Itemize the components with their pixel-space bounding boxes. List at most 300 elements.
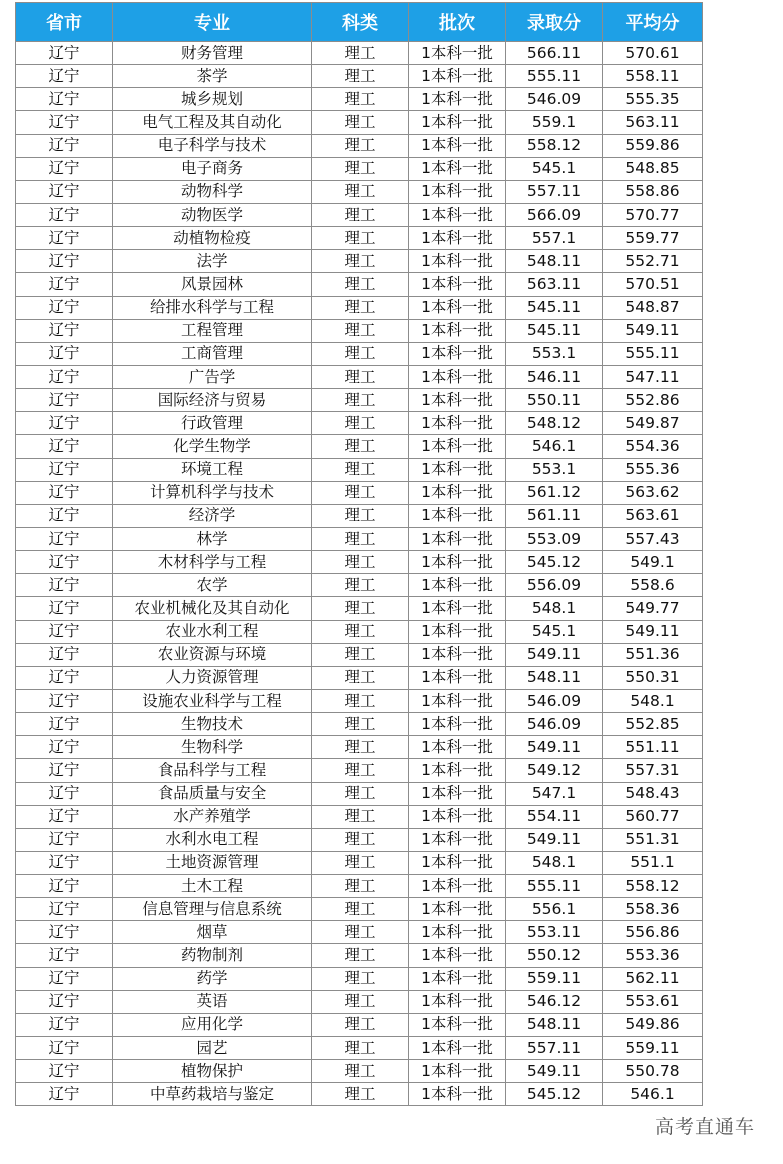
cell-province: 辽宁 — [16, 805, 113, 828]
cell-province: 辽宁 — [16, 990, 113, 1013]
cell-admission-score: 548.11 — [506, 250, 603, 273]
cell-category: 理工 — [312, 1013, 409, 1036]
cell-batch: 1本科一批 — [409, 65, 506, 88]
cell-average-score: 546.1 — [603, 1083, 703, 1106]
cell-category: 理工 — [312, 273, 409, 296]
cell-admission-score: 546.09 — [506, 88, 603, 111]
cell-major: 工商管理 — [113, 342, 312, 365]
table-row — [16, 273, 703, 296]
cell-admission-score: 546.11 — [506, 365, 603, 388]
table-row — [16, 643, 703, 666]
cell-province: 辽宁 — [16, 273, 113, 296]
cell-major: 电子科学与技术 — [113, 134, 312, 157]
cell-average-score: 547.11 — [603, 365, 703, 388]
cell-category: 理工 — [312, 227, 409, 250]
cell-category: 理工 — [312, 620, 409, 643]
cell-average-score: 552.85 — [603, 713, 703, 736]
cell-province: 辽宁 — [16, 365, 113, 388]
cell-average-score: 551.11 — [603, 736, 703, 759]
cell-category: 理工 — [312, 990, 409, 1013]
cell-major: 土木工程 — [113, 875, 312, 898]
cell-province: 辽宁 — [16, 527, 113, 550]
cell-admission-score: 553.1 — [506, 342, 603, 365]
cell-major: 法学 — [113, 250, 312, 273]
cell-major: 国际经济与贸易 — [113, 389, 312, 412]
table-row — [16, 805, 703, 828]
cell-major: 环境工程 — [113, 458, 312, 481]
cell-major: 生物科学 — [113, 736, 312, 759]
cell-category: 理工 — [312, 111, 409, 134]
table-row — [16, 1037, 703, 1060]
cell-major: 动物科学 — [113, 180, 312, 203]
cell-category: 理工 — [312, 42, 409, 65]
cell-admission-score: 548.1 — [506, 851, 603, 874]
cell-average-score: 556.86 — [603, 921, 703, 944]
cell-category: 理工 — [312, 736, 409, 759]
cell-category: 理工 — [312, 1037, 409, 1060]
cell-average-score: 549.77 — [603, 597, 703, 620]
table-row — [16, 1013, 703, 1036]
cell-major: 农业资源与环境 — [113, 643, 312, 666]
cell-admission-score: 545.1 — [506, 620, 603, 643]
cell-category: 理工 — [312, 828, 409, 851]
cell-major: 广告学 — [113, 365, 312, 388]
table-row — [16, 851, 703, 874]
cell-batch: 1本科一批 — [409, 435, 506, 458]
cell-batch: 1本科一批 — [409, 88, 506, 111]
cell-category: 理工 — [312, 713, 409, 736]
cell-average-score: 559.77 — [603, 227, 703, 250]
table-body — [16, 42, 703, 1106]
table-row — [16, 921, 703, 944]
table-row — [16, 180, 703, 203]
cell-major: 木材科学与工程 — [113, 551, 312, 574]
cell-batch: 1本科一批 — [409, 527, 506, 550]
table-row — [16, 736, 703, 759]
cell-batch: 1本科一批 — [409, 412, 506, 435]
cell-category: 理工 — [312, 782, 409, 805]
table-row — [16, 250, 703, 273]
cell-average-score: 562.11 — [603, 967, 703, 990]
cell-admission-score: 545.12 — [506, 1083, 603, 1106]
table-header-row — [16, 3, 703, 42]
cell-category: 理工 — [312, 481, 409, 504]
cell-average-score: 555.36 — [603, 458, 703, 481]
cell-province: 辽宁 — [16, 435, 113, 458]
cell-province: 辽宁 — [16, 157, 113, 180]
cell-province: 辽宁 — [16, 921, 113, 944]
cell-batch: 1本科一批 — [409, 851, 506, 874]
cell-average-score: 558.86 — [603, 180, 703, 203]
cell-admission-score: 549.11 — [506, 1060, 603, 1083]
cell-batch: 1本科一批 — [409, 504, 506, 527]
cell-province: 辽宁 — [16, 689, 113, 712]
cell-average-score: 551.1 — [603, 851, 703, 874]
cell-batch: 1本科一批 — [409, 967, 506, 990]
table-row — [16, 296, 703, 319]
cell-admission-score: 550.12 — [506, 944, 603, 967]
cell-average-score: 560.77 — [603, 805, 703, 828]
cell-province: 辽宁 — [16, 227, 113, 250]
table-row — [16, 782, 703, 805]
cell-batch: 1本科一批 — [409, 458, 506, 481]
cell-province: 辽宁 — [16, 574, 113, 597]
cell-batch: 1本科一批 — [409, 713, 506, 736]
cell-category: 理工 — [312, 689, 409, 712]
cell-admission-score: 556.1 — [506, 898, 603, 921]
cell-admission-score: 553.11 — [506, 921, 603, 944]
table-row — [16, 42, 703, 65]
cell-province: 辽宁 — [16, 713, 113, 736]
cell-major: 信息管理与信息系统 — [113, 898, 312, 921]
cell-batch: 1本科一批 — [409, 481, 506, 504]
cell-batch: 1本科一批 — [409, 551, 506, 574]
cell-admission-score: 554.11 — [506, 805, 603, 828]
cell-major: 经济学 — [113, 504, 312, 527]
cell-major: 水利水电工程 — [113, 828, 312, 851]
cell-average-score: 555.11 — [603, 342, 703, 365]
cell-batch: 1本科一批 — [409, 828, 506, 851]
cell-category: 理工 — [312, 296, 409, 319]
cell-batch: 1本科一批 — [409, 944, 506, 967]
cell-admission-score: 546.09 — [506, 713, 603, 736]
cell-major: 动植物检疫 — [113, 227, 312, 250]
cell-province: 辽宁 — [16, 111, 113, 134]
cell-average-score: 548.43 — [603, 782, 703, 805]
cell-batch: 1本科一批 — [409, 273, 506, 296]
cell-province: 辽宁 — [16, 967, 113, 990]
cell-category: 理工 — [312, 157, 409, 180]
table-row — [16, 203, 703, 226]
table-row — [16, 88, 703, 111]
header-province: 省市 — [16, 3, 113, 42]
cell-category: 理工 — [312, 643, 409, 666]
cell-major: 设施农业科学与工程 — [113, 689, 312, 712]
cell-batch: 1本科一批 — [409, 296, 506, 319]
cell-batch: 1本科一批 — [409, 666, 506, 689]
cell-major: 计算机科学与技术 — [113, 481, 312, 504]
cell-admission-score: 548.12 — [506, 412, 603, 435]
cell-batch: 1本科一批 — [409, 875, 506, 898]
cell-major: 农学 — [113, 574, 312, 597]
cell-average-score: 563.62 — [603, 481, 703, 504]
table-row — [16, 1083, 703, 1106]
cell-admission-score: 548.11 — [506, 1013, 603, 1036]
cell-major: 化学生物学 — [113, 435, 312, 458]
table-row — [16, 713, 703, 736]
cell-admission-score: 545.11 — [506, 296, 603, 319]
cell-batch: 1本科一批 — [409, 180, 506, 203]
cell-major: 风景园林 — [113, 273, 312, 296]
cell-major: 英语 — [113, 990, 312, 1013]
cell-province: 辽宁 — [16, 389, 113, 412]
table-row — [16, 389, 703, 412]
table-row — [16, 111, 703, 134]
cell-province: 辽宁 — [16, 203, 113, 226]
cell-batch: 1本科一批 — [409, 574, 506, 597]
cell-province: 辽宁 — [16, 782, 113, 805]
cell-province: 辽宁 — [16, 1083, 113, 1106]
cell-major: 电气工程及其自动化 — [113, 111, 312, 134]
cell-admission-score: 566.11 — [506, 42, 603, 65]
cell-average-score: 550.78 — [603, 1060, 703, 1083]
cell-batch: 1本科一批 — [409, 111, 506, 134]
cell-major: 烟草 — [113, 921, 312, 944]
cell-average-score: 551.36 — [603, 643, 703, 666]
cell-average-score: 549.11 — [603, 620, 703, 643]
cell-admission-score: 558.12 — [506, 134, 603, 157]
table-row — [16, 319, 703, 342]
cell-category: 理工 — [312, 551, 409, 574]
cell-average-score: 553.36 — [603, 944, 703, 967]
cell-major: 财务管理 — [113, 42, 312, 65]
cell-category: 理工 — [312, 458, 409, 481]
table-row — [16, 990, 703, 1013]
cell-average-score: 570.61 — [603, 42, 703, 65]
cell-batch: 1本科一批 — [409, 1083, 506, 1106]
cell-average-score: 555.35 — [603, 88, 703, 111]
cell-category: 理工 — [312, 250, 409, 273]
cell-average-score: 548.85 — [603, 157, 703, 180]
table-row — [16, 967, 703, 990]
cell-province: 辽宁 — [16, 620, 113, 643]
cell-batch: 1本科一批 — [409, 134, 506, 157]
cell-category: 理工 — [312, 921, 409, 944]
cell-category: 理工 — [312, 666, 409, 689]
cell-category: 理工 — [312, 435, 409, 458]
cell-average-score: 558.12 — [603, 875, 703, 898]
cell-batch: 1本科一批 — [409, 689, 506, 712]
table-row — [16, 898, 703, 921]
cell-category: 理工 — [312, 898, 409, 921]
cell-province: 辽宁 — [16, 481, 113, 504]
cell-admission-score: 563.11 — [506, 273, 603, 296]
cell-batch: 1本科一批 — [409, 1060, 506, 1083]
cell-batch: 1本科一批 — [409, 782, 506, 805]
cell-major: 药学 — [113, 967, 312, 990]
cell-province: 辽宁 — [16, 666, 113, 689]
cell-province: 辽宁 — [16, 643, 113, 666]
cell-batch: 1本科一批 — [409, 227, 506, 250]
cell-batch: 1本科一批 — [409, 1037, 506, 1060]
table-row — [16, 412, 703, 435]
table-row — [16, 828, 703, 851]
cell-average-score: 558.11 — [603, 65, 703, 88]
cell-average-score: 558.6 — [603, 574, 703, 597]
cell-province: 辽宁 — [16, 342, 113, 365]
cell-admission-score: 555.11 — [506, 875, 603, 898]
table-row — [16, 227, 703, 250]
cell-category: 理工 — [312, 944, 409, 967]
cell-average-score: 557.43 — [603, 527, 703, 550]
cell-admission-score: 561.12 — [506, 481, 603, 504]
cell-batch: 1本科一批 — [409, 620, 506, 643]
watermark-text: 高考直通车 — [654, 1116, 755, 1138]
cell-average-score: 552.86 — [603, 389, 703, 412]
admission-scores-table — [15, 2, 703, 1106]
cell-category: 理工 — [312, 319, 409, 342]
cell-average-score: 559.11 — [603, 1037, 703, 1060]
cell-batch: 1本科一批 — [409, 342, 506, 365]
cell-province: 辽宁 — [16, 759, 113, 782]
header-category: 科类 — [312, 3, 409, 42]
cell-batch: 1本科一批 — [409, 643, 506, 666]
table-row — [16, 134, 703, 157]
cell-major: 给排水科学与工程 — [113, 296, 312, 319]
header-batch: 批次 — [409, 3, 506, 42]
cell-average-score: 553.61 — [603, 990, 703, 1013]
cell-province: 辽宁 — [16, 504, 113, 527]
cell-major: 行政管理 — [113, 412, 312, 435]
cell-category: 理工 — [312, 759, 409, 782]
table-row — [16, 527, 703, 550]
cell-category: 理工 — [312, 1083, 409, 1106]
cell-admission-score: 545.12 — [506, 551, 603, 574]
table-row — [16, 157, 703, 180]
cell-admission-score: 545.1 — [506, 157, 603, 180]
cell-province: 辽宁 — [16, 1013, 113, 1036]
cell-category: 理工 — [312, 389, 409, 412]
cell-category: 理工 — [312, 597, 409, 620]
cell-province: 辽宁 — [16, 1060, 113, 1083]
cell-major: 林学 — [113, 527, 312, 550]
cell-major: 农业机械化及其自动化 — [113, 597, 312, 620]
cell-admission-score: 546.09 — [506, 689, 603, 712]
cell-major: 动物医学 — [113, 203, 312, 226]
cell-major: 食品科学与工程 — [113, 759, 312, 782]
cell-admission-score: 548.11 — [506, 666, 603, 689]
cell-average-score: 550.31 — [603, 666, 703, 689]
cell-major: 药物制剂 — [113, 944, 312, 967]
cell-admission-score: 550.11 — [506, 389, 603, 412]
cell-major: 水产养殖学 — [113, 805, 312, 828]
cell-admission-score: 549.11 — [506, 736, 603, 759]
cell-category: 理工 — [312, 203, 409, 226]
cell-category: 理工 — [312, 180, 409, 203]
cell-admission-score: 559.11 — [506, 967, 603, 990]
cell-category: 理工 — [312, 805, 409, 828]
cell-category: 理工 — [312, 342, 409, 365]
cell-batch: 1本科一批 — [409, 921, 506, 944]
table-row — [16, 875, 703, 898]
cell-category: 理工 — [312, 412, 409, 435]
cell-province: 辽宁 — [16, 828, 113, 851]
table-row — [16, 342, 703, 365]
table-row — [16, 666, 703, 689]
cell-average-score: 557.31 — [603, 759, 703, 782]
cell-average-score: 559.86 — [603, 134, 703, 157]
cell-admission-score: 553.09 — [506, 527, 603, 550]
table-row — [16, 504, 703, 527]
cell-province: 辽宁 — [16, 296, 113, 319]
cell-province: 辽宁 — [16, 412, 113, 435]
cell-province: 辽宁 — [16, 898, 113, 921]
cell-batch: 1本科一批 — [409, 389, 506, 412]
cell-province: 辽宁 — [16, 736, 113, 759]
cell-batch: 1本科一批 — [409, 250, 506, 273]
cell-major: 城乡规划 — [113, 88, 312, 111]
cell-category: 理工 — [312, 875, 409, 898]
cell-admission-score: 547.1 — [506, 782, 603, 805]
cell-average-score: 549.1 — [603, 551, 703, 574]
cell-average-score: 549.11 — [603, 319, 703, 342]
cell-province: 辽宁 — [16, 875, 113, 898]
cell-major: 植物保护 — [113, 1060, 312, 1083]
table-row — [16, 944, 703, 967]
cell-major: 茶学 — [113, 65, 312, 88]
table-row — [16, 365, 703, 388]
cell-category: 理工 — [312, 1060, 409, 1083]
cell-admission-score: 553.1 — [506, 458, 603, 481]
header-average-score: 平均分 — [603, 3, 703, 42]
cell-category: 理工 — [312, 504, 409, 527]
cell-admission-score: 545.11 — [506, 319, 603, 342]
table-row — [16, 759, 703, 782]
cell-admission-score: 557.11 — [506, 1037, 603, 1060]
header-major: 专业 — [113, 3, 312, 42]
cell-average-score: 549.87 — [603, 412, 703, 435]
header-admission-score: 录取分 — [506, 3, 603, 42]
cell-province: 辽宁 — [16, 65, 113, 88]
cell-province: 辽宁 — [16, 458, 113, 481]
cell-province: 辽宁 — [16, 42, 113, 65]
cell-province: 辽宁 — [16, 134, 113, 157]
table-row — [16, 65, 703, 88]
cell-province: 辽宁 — [16, 551, 113, 574]
cell-category: 理工 — [312, 851, 409, 874]
cell-major: 土地资源管理 — [113, 851, 312, 874]
cell-province: 辽宁 — [16, 851, 113, 874]
cell-batch: 1本科一批 — [409, 42, 506, 65]
table-row — [16, 435, 703, 458]
cell-category: 理工 — [312, 365, 409, 388]
table-row — [16, 1060, 703, 1083]
cell-major: 中草药栽培与鉴定 — [113, 1083, 312, 1106]
cell-average-score: 554.36 — [603, 435, 703, 458]
cell-admission-score: 559.1 — [506, 111, 603, 134]
cell-admission-score: 557.11 — [506, 180, 603, 203]
cell-admission-score: 556.09 — [506, 574, 603, 597]
cell-average-score: 551.31 — [603, 828, 703, 851]
cell-batch: 1本科一批 — [409, 157, 506, 180]
table-row — [16, 551, 703, 574]
cell-average-score: 558.36 — [603, 898, 703, 921]
cell-major: 生物技术 — [113, 713, 312, 736]
cell-batch: 1本科一批 — [409, 203, 506, 226]
cell-batch: 1本科一批 — [409, 365, 506, 388]
cell-admission-score: 566.09 — [506, 203, 603, 226]
cell-major: 食品质量与安全 — [113, 782, 312, 805]
cell-category: 理工 — [312, 88, 409, 111]
cell-province: 辽宁 — [16, 597, 113, 620]
cell-province: 辽宁 — [16, 319, 113, 342]
cell-average-score: 549.86 — [603, 1013, 703, 1036]
cell-province: 辽宁 — [16, 944, 113, 967]
cell-admission-score: 557.1 — [506, 227, 603, 250]
cell-average-score: 570.77 — [603, 203, 703, 226]
cell-batch: 1本科一批 — [409, 597, 506, 620]
cell-province: 辽宁 — [16, 180, 113, 203]
cell-average-score: 563.11 — [603, 111, 703, 134]
cell-major: 工程管理 — [113, 319, 312, 342]
cell-average-score: 563.61 — [603, 504, 703, 527]
cell-batch: 1本科一批 — [409, 898, 506, 921]
cell-average-score: 548.1 — [603, 689, 703, 712]
table-row — [16, 597, 703, 620]
cell-batch: 1本科一批 — [409, 805, 506, 828]
admission-scores-table-container — [15, 2, 703, 1106]
cell-category: 理工 — [312, 967, 409, 990]
